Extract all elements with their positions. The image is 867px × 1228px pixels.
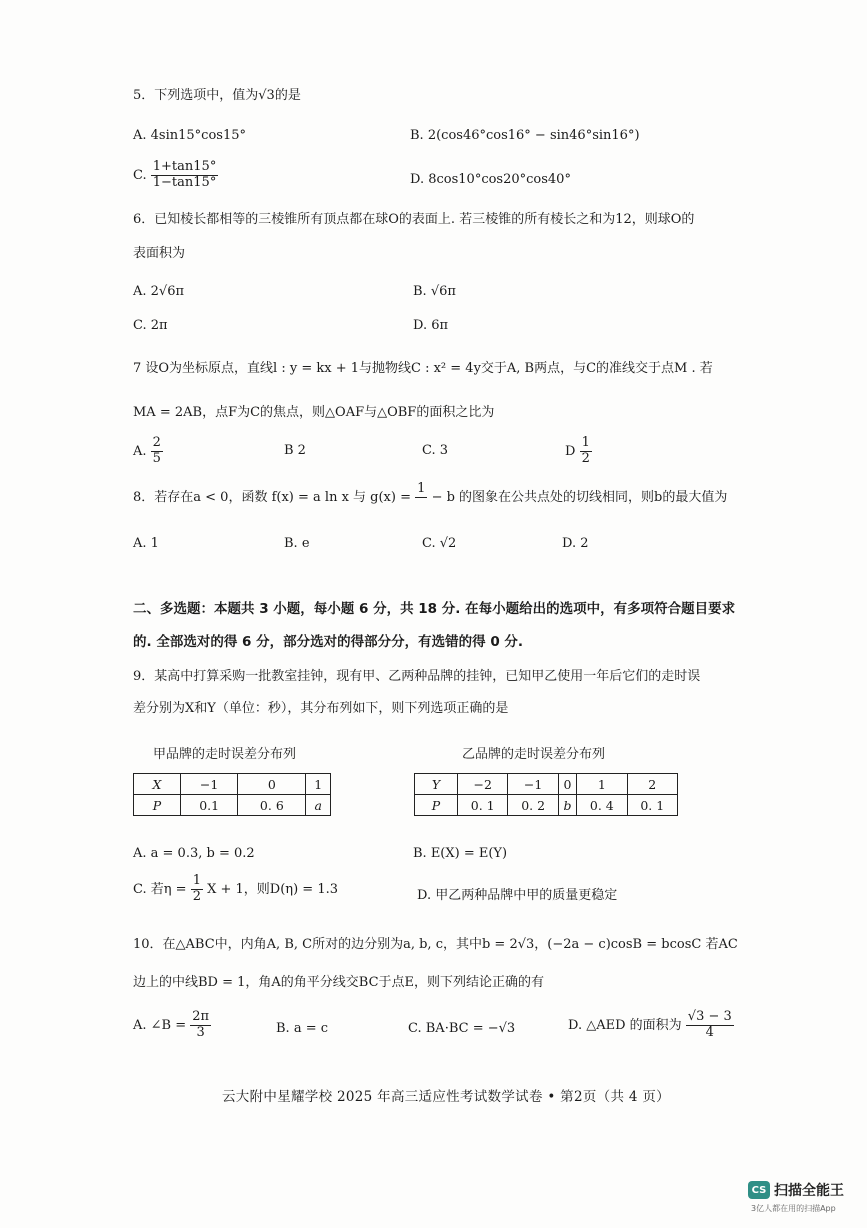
q9-table2-title: 乙品牌的走时误差分布列 (462, 747, 606, 762)
q7-option-a (133, 436, 163, 467)
q9-option-d: D. 甲乙两种品牌中甲的质量更稳定 (417, 888, 618, 903)
q7-option-d-denominator: 2 (581, 450, 590, 466)
table-cell: a (306, 795, 331, 816)
q7-option-b: B 2 (284, 443, 306, 458)
q10-option-d-fraction (686, 1010, 734, 1041)
table-cell: P (134, 795, 181, 816)
q7-option-d-label: D (565, 443, 576, 459)
q9-option-b: B. E(X) = E(Y) (413, 846, 508, 861)
table-row (415, 774, 678, 795)
q9-table1-title: 甲品牌的走时误差分布列 (153, 747, 297, 762)
section2-heading-line1: 二、多选题：本题共 3 小题，每小题 6 分，共 18 分. 在每小题给出的选项中，有多项符合题目要求 (133, 601, 736, 617)
q6-stem-line1: 6．已知棱长都相等的三棱锥所有顶点都在球O的表面上. 若三棱锥的所有棱长之和为12，则球O的 (133, 212, 695, 227)
table-cell: 0. 1 (458, 795, 508, 816)
q5-option-a: A. 4sin15°cos15° (133, 128, 246, 143)
table-cell: b (558, 795, 576, 816)
q10-option-d-numerator: √3 − 3 (687, 1009, 732, 1024)
q8-stem (133, 482, 727, 513)
q7-stem-line2: MA = 2AB，点F为C的焦点，则△OAF与△OBF的面积之比为 (133, 405, 495, 420)
q9-option-c-pre: C. 若η = (133, 881, 187, 897)
q7-option-a-denominator: 5 (152, 450, 161, 466)
table-cell: 1 (306, 774, 331, 795)
table-cell: 0 (238, 774, 306, 795)
table-cell: 0. 2 (508, 795, 558, 816)
q10-option-d-pre: D. △AED 的面积为 (568, 1017, 682, 1033)
q10-option-a (133, 1010, 211, 1041)
section2-heading-line2: 的. 全部选对的得 6 分，部分选对的得部分分，有选错的得 0 分. (133, 634, 524, 650)
q5-option-c-fraction (151, 160, 219, 191)
q5-option-c (133, 160, 218, 191)
q6-option-d: D. 6π (413, 318, 449, 333)
q9-option-c-post: X + 1，则D(η) = 1.3 (207, 881, 338, 897)
camscanner-logo-icon: CS (748, 1181, 770, 1199)
table-cell: 1 (577, 774, 627, 795)
table-cell: −1 (508, 774, 558, 795)
q8-stem-post: − b 的图象在公共点处的切线相同，则b的最大值为 (431, 489, 728, 505)
table-row (415, 795, 678, 816)
q5-option-b: B. 2(cos46°cos16° − sin46°sin16°) (410, 128, 640, 143)
q5-option-c-denominator: 1−tan15° (152, 174, 217, 190)
table-cell: −2 (458, 774, 508, 795)
table-cell: Y (415, 774, 458, 795)
q7-option-a-numerator: 2 (152, 435, 161, 450)
q10-stem-line1: 10．在△ABC中，内角A, B, C所对的边分别为a, b, c，其中b = 2√3，(−2a − c)cosB = bcosC 若AC (133, 937, 738, 952)
q5-option-d: D. 8cos10°cos20°cos40° (410, 172, 571, 187)
q8-option-c: C. √2 (422, 536, 457, 551)
q5-option-c-label: C. (133, 167, 147, 183)
table-cell: X (134, 774, 181, 795)
table-cell: 0.1 (181, 795, 238, 816)
table-row (134, 774, 331, 795)
q9-table2 (414, 773, 678, 816)
q9-option-c-numerator: 1 (192, 873, 201, 888)
q9-stem-line1: 9．某高中打算采购一批教室挂钟，现有甲、乙两种品牌的挂钟，已知甲乙使用一年后它们的走时误 (133, 669, 701, 684)
q7-option-d-numerator: 1 (581, 435, 590, 450)
q6-option-a: A. 2√6π (133, 284, 185, 299)
table-cell: −1 (181, 774, 238, 795)
scanner-app-name: 扫描全能王 (774, 1183, 844, 1199)
q8-stem-pre: 8．若存在a < 0，函数 f(x) = a ln x 与 g(x) = (133, 489, 411, 505)
q5-option-c-numerator: 1+tan15° (152, 159, 217, 174)
q10-option-b: B. a = c (276, 1021, 329, 1036)
q10-option-a-pre: A. ∠B = (133, 1017, 187, 1033)
q9-stem-line2: 差分别为X和Y（单位：秒），其分布列如下，则下列选项正确的是 (133, 701, 509, 716)
q6-option-b: B. √6π (413, 284, 456, 299)
q9-option-c-denominator: 2 (192, 888, 201, 904)
q10-option-a-fraction (190, 1010, 211, 1041)
table-cell: 0. 6 (238, 795, 306, 816)
q7-option-a-fraction (151, 436, 163, 467)
scanner-badge (748, 1180, 844, 1200)
q7-stem-line1: 7 设O为坐标原点，直线l : y = kx + 1与抛物线C : x² = 4y交于A, B两点，与C的准线交于点M . 若 (133, 361, 713, 376)
scanner-app-tagline: 3亿人都在用的扫描App (751, 1204, 836, 1213)
q8-option-a: A. 1 (133, 536, 159, 551)
q8-option-b: B. e (284, 536, 310, 551)
q7-option-c: C. 3 (422, 443, 449, 458)
q6-option-c: C. 2π (133, 318, 168, 333)
q10-option-d-denominator: 4 (705, 1024, 714, 1040)
q6-stem-line2: 表面积为 (133, 246, 186, 261)
q10-option-c: C. BA·BC = −√3 (408, 1021, 516, 1036)
q10-option-a-numerator: 2π (192, 1009, 210, 1024)
q9-option-c-fraction (191, 874, 203, 905)
q10-option-d (568, 1010, 734, 1041)
table-cell: P (415, 795, 458, 816)
q10-stem-line2: 边上的中线BD = 1，角A的角平分线交BC于点E，则下列结论正确的有 (133, 975, 545, 990)
q8-stem-numerator: 1 (417, 481, 426, 496)
table-row (134, 795, 331, 816)
table-cell: 0 (558, 774, 576, 795)
q7-option-d-fraction (580, 436, 592, 467)
q9-option-a: A. a = 0.3, b = 0.2 (133, 846, 255, 861)
q8-stem-fraction (415, 482, 427, 513)
page-footer: 云大附中星耀学校 2025 年高三适应性考试数学试卷 • 第2页（共 4 页） (222, 1089, 670, 1105)
table-cell: 2 (627, 774, 677, 795)
q9-table1 (133, 773, 331, 816)
q8-option-d: D. 2 (562, 536, 589, 551)
table-cell: 0. 1 (627, 795, 677, 816)
q9-option-c (133, 874, 338, 905)
q7-option-d (565, 436, 592, 467)
table-cell: 0. 4 (577, 795, 627, 816)
q7-option-a-label: A. (133, 443, 147, 459)
q5-stem: 5．下列选项中，值为√3的是 (133, 88, 301, 103)
q10-option-a-denominator: 3 (196, 1024, 205, 1040)
q8-stem-denominator (415, 498, 427, 513)
